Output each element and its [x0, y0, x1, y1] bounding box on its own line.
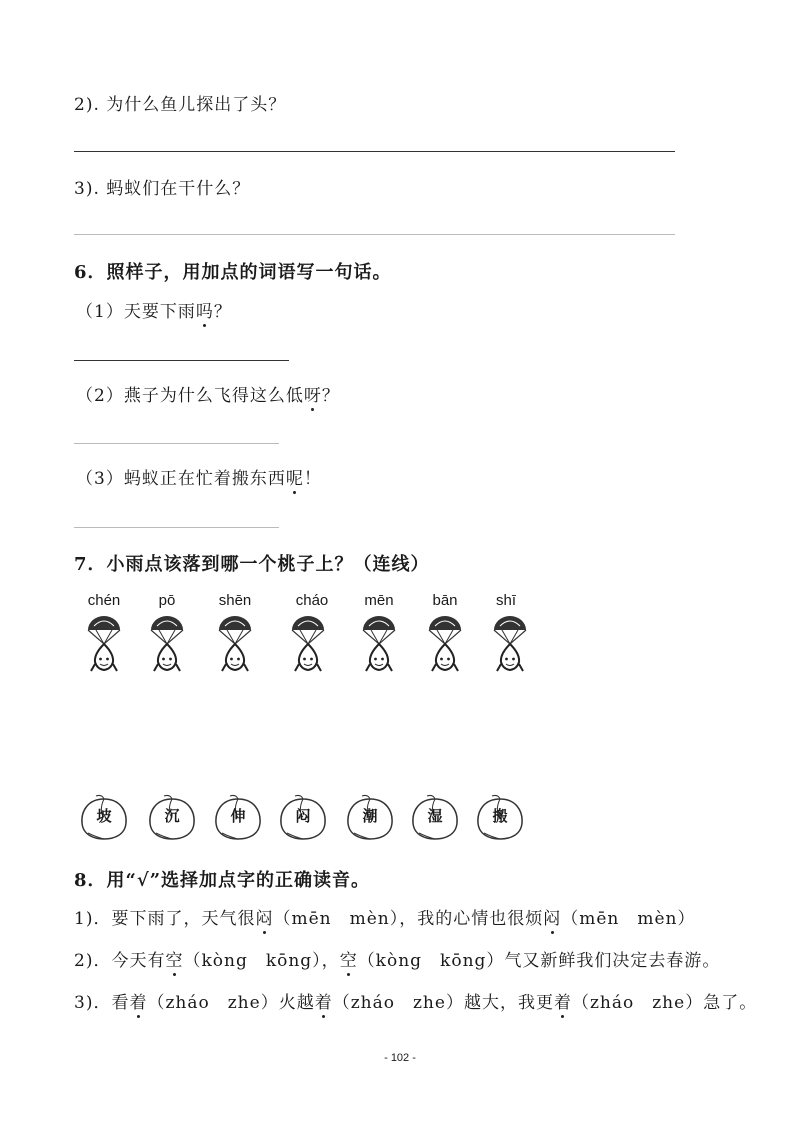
pinyin-label: shī [495, 592, 516, 609]
s6-item-2 [76, 381, 340, 406]
peach-character: 搬 [492, 807, 508, 825]
answer-line[interactable] [74, 151, 675, 152]
peach-item[interactable] [277, 793, 329, 841]
raindrop-parachute-icon[interactable] [288, 614, 328, 674]
answer-line[interactable] [74, 443, 279, 444]
q5-item-3-text: 蚂蚁们在干什么？ [106, 179, 251, 199]
s8-text: 3)．看 [74, 993, 130, 1013]
s8-line-1 [74, 904, 695, 929]
page-number: - 102 - [384, 1052, 416, 1064]
s8-options[interactable]: （kòng kōng）， [183, 951, 340, 971]
s6-item-3-end: ！ [303, 469, 322, 489]
q5-item-3 [74, 174, 250, 199]
pinyin-label: bān [432, 592, 458, 609]
pinyin-label: shēn [218, 592, 252, 609]
s8-options[interactable]: （zháo zhe）急了。 [571, 993, 758, 1013]
s8-dotted-char: 着 [554, 988, 572, 1013]
peach-character: 湿 [427, 807, 443, 825]
s8-dotted-char: 空 [340, 946, 358, 971]
s8-options[interactable]: （zháo zhe）越大，我更 [332, 993, 554, 1013]
peach-character: 潮 [362, 807, 378, 825]
section-8-title: 8．用“√”选择加点字的正确读音。 [74, 870, 371, 891]
pinyin-label: chén [87, 592, 121, 609]
peach-item[interactable] [146, 793, 198, 841]
s8-options[interactable]: （zháo zhe）火越 [147, 993, 315, 1013]
peach-item[interactable] [474, 793, 526, 841]
peach-item[interactable] [78, 793, 130, 841]
s8-options[interactable]: （kòng kōng）气又新鲜我们决定去春游。 [357, 951, 721, 971]
raindrop-parachute-icon[interactable] [490, 614, 530, 674]
s6-item-2-text: （2）燕子为什么飞得这么低 [76, 386, 304, 406]
peach-item[interactable] [212, 793, 264, 841]
s6-item-1-dotted: 吗 [196, 297, 214, 322]
pinyin-label: pō [158, 592, 176, 609]
s6-item-3-dotted: 呢 [286, 464, 304, 489]
s8-line-2 [74, 946, 720, 971]
pinyin-label: cháo [295, 592, 329, 609]
s8-line-3 [74, 988, 757, 1013]
s8-options[interactable]: （mēn mèn） [561, 909, 696, 929]
peach-character: 闷 [295, 807, 311, 825]
s8-dotted-char: 着 [315, 988, 333, 1013]
raindrop-parachute-icon[interactable] [215, 614, 255, 674]
pinyin-label: mēn [364, 592, 394, 609]
s8-dotted-char: 空 [165, 946, 183, 971]
q5-item-2-text: 为什么鱼儿探出了头？ [106, 95, 287, 115]
s8-options[interactable]: （mēn mèn），我的心情也很烦 [273, 909, 544, 929]
s6-item-1-text: （1）天要下雨 [76, 302, 196, 322]
s6-item-3 [76, 464, 322, 489]
s6-item-3-text: （3）蚂蚁正在忙着搬东西 [76, 469, 286, 489]
answer-line[interactable] [74, 360, 289, 361]
raindrop-parachute-icon[interactable] [84, 614, 124, 674]
peach-character: 伸 [230, 807, 246, 825]
s6-item-2-end: ？ [321, 386, 340, 406]
s6-item-1 [76, 297, 232, 322]
peach-item[interactable] [409, 793, 461, 841]
peach-character: 坡 [96, 807, 112, 825]
raindrop-parachute-icon[interactable] [425, 614, 465, 674]
raindrop-parachute-icon[interactable] [359, 614, 399, 674]
peach-item[interactable] [344, 793, 396, 841]
answer-line[interactable] [74, 527, 279, 528]
raindrop-parachute-icon[interactable] [147, 614, 187, 674]
s6-item-1-end: ？ [213, 302, 232, 322]
s6-item-2-dotted: 呀 [304, 381, 322, 406]
s8-dotted-char: 闷 [543, 904, 561, 929]
s8-text: 1)．要下雨了，天气很 [74, 909, 256, 929]
s8-dotted-char: 闷 [255, 904, 273, 929]
section-7-title: 7．小雨点该落到哪一个桃子上？（连线） [74, 554, 430, 575]
q5-item-2 [74, 90, 286, 115]
section-6-title: 6．照样子，用加点的词语写一句话。 [74, 262, 392, 283]
q5-item-2-num: 2). [74, 95, 100, 115]
q5-item-3-num: 3). [74, 179, 100, 199]
peach-character: 沉 [164, 807, 180, 825]
answer-line[interactable] [74, 234, 675, 235]
s8-dotted-char: 着 [129, 988, 147, 1013]
s8-text: 2)．今天有 [74, 951, 166, 971]
